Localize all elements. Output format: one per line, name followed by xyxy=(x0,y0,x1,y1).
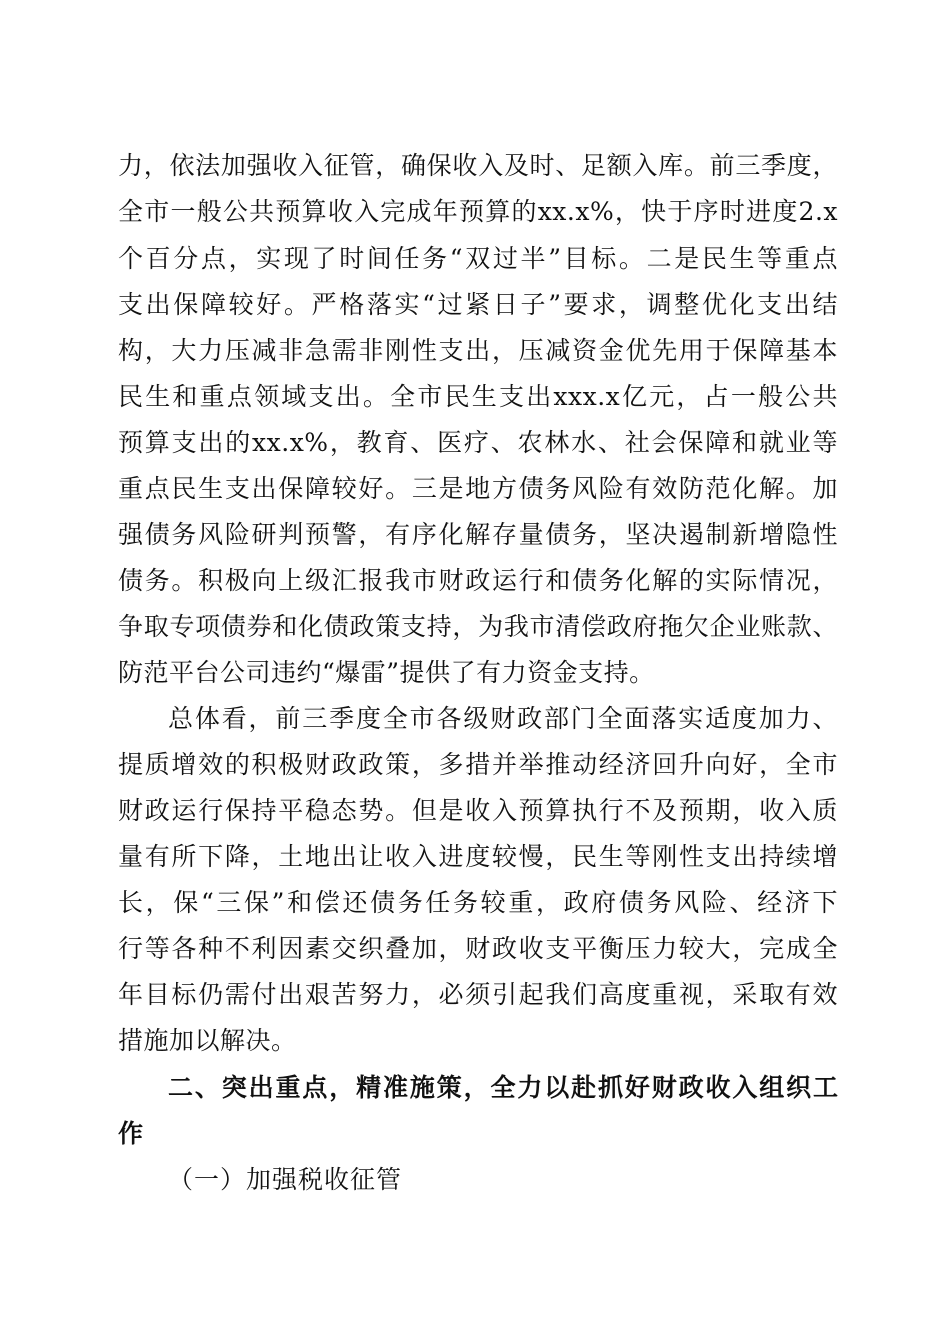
text-line: 提质增效的积极财政政策，多措并举推动经济回升向好，全市 xyxy=(118,750,838,779)
subsection-heading: （一）加强税收征管 xyxy=(168,1165,403,1194)
text-line: 防范平台公司违约“爆雷”提供了有力资金支持。 xyxy=(118,658,655,687)
text-line: 财政运行保持平稳态势。但是收入预算执行不及预期，收入质 xyxy=(118,796,838,825)
text-line: 力，依法加强收入征管，确保收入及时、足额入库。前三季度， xyxy=(118,151,838,180)
text-line: 争取专项债券和化债政策支持，为我市清偿政府拖欠企业账款、 xyxy=(118,612,838,641)
section-heading-line: 作 xyxy=(118,1119,144,1148)
section-heading-line: 二、突出重点，精准施策，全力以赴抓好财政收入组织工 xyxy=(168,1073,838,1102)
text-line: 预算支出的xx.x%，教育、医疗、农林水、社会保障和就业等 xyxy=(118,428,838,457)
text-line: 量有所下降，土地出让收入进度较慢，民生等刚性支出持续增 xyxy=(118,842,838,871)
text-line: 个百分点，实现了时间任务“双过半”目标。二是民生等重点 xyxy=(118,244,838,273)
text-line: 重点民生支出保障较好。三是地方债务风险有效防范化解。加 xyxy=(118,474,838,503)
text-line: 行等各种不利因素交织叠加，财政收支平衡压力较大，完成全 xyxy=(118,934,838,963)
text-line: 支出保障较好。严格落实“过紧日子”要求，调整优化支出结 xyxy=(118,290,838,319)
text-line: 年目标仍需付出艰苦努力，必须引起我们高度重视，采取有效 xyxy=(118,980,838,1009)
text-line: 总体看，前三季度全市各级财政部门全面落实适度加力、 xyxy=(168,704,838,733)
text-line: 债务。积极向上级汇报我市财政运行和债务化解的实际情况， xyxy=(118,566,838,595)
text-line: 构，大力压减非急需非刚性支出，压减资金优先用于保障基本 xyxy=(118,336,838,365)
text-line: 措施加以解决。 xyxy=(118,1026,297,1055)
text-line: 长，保“三保”和偿还债务任务较重，政府债务风险、经济下 xyxy=(118,888,838,917)
text-line: 全市一般公共预算收入完成年预算的xx.x%，快于序时进度2.x xyxy=(118,197,838,226)
text-line: 民生和重点领域支出。全市民生支出xxx.x亿元，占一般公共 xyxy=(118,382,838,411)
text-line: 强债务风险研判预警，有序化解存量债务，坚决遏制新增隐性 xyxy=(118,520,838,549)
